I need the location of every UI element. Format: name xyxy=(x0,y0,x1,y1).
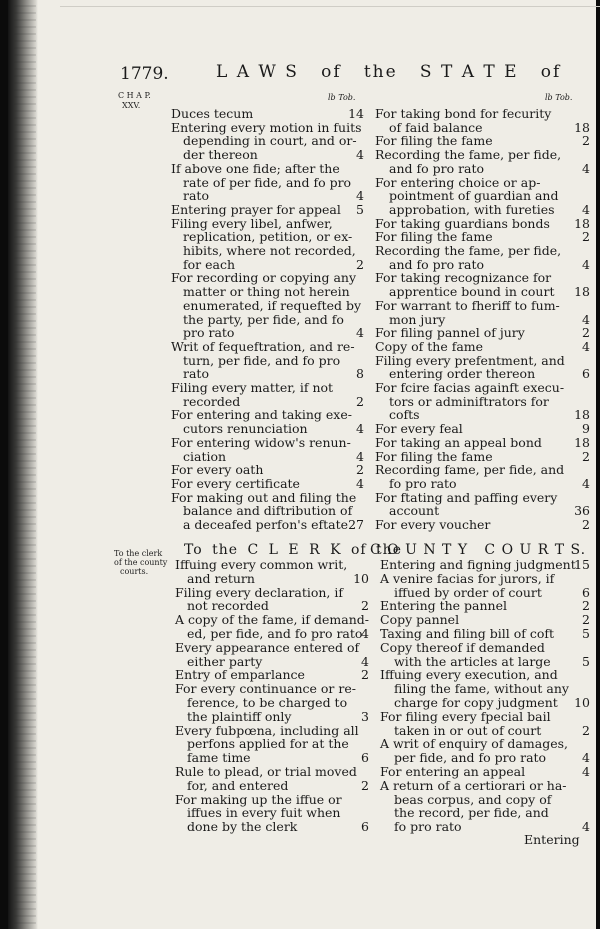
fee-amount: 2 xyxy=(582,229,590,245)
fee-entry-line: For entering an appeal xyxy=(380,764,526,779)
fee-entry-line: rate of per fide, and fo pro xyxy=(183,174,352,190)
fee-entry-line: the plaintiff only xyxy=(187,708,292,724)
fee-entry-line: with the articles at large xyxy=(394,653,551,669)
fee-amount: 4 xyxy=(361,626,369,641)
fee-entry-line: iffues in every fuit when xyxy=(187,805,341,821)
fee-amount: 4 xyxy=(582,160,590,176)
col-head-left: lb Tob. xyxy=(328,93,356,102)
fee-entry-line: rato xyxy=(183,188,209,204)
fee-entry-line: and fo pro rato xyxy=(389,256,485,272)
fee-entry-line: ed, per fide, and fo pro rato xyxy=(187,626,363,641)
fee-amount: 27 xyxy=(348,517,364,532)
fee-amount: 4 xyxy=(582,819,590,835)
fee-amount: 4 xyxy=(582,750,590,766)
fee-entry-line: depending in court, and or- xyxy=(183,133,357,149)
fee-amount: 4 xyxy=(582,201,590,217)
fee-amount: 6 xyxy=(582,366,590,382)
fee-entry-line: fame time xyxy=(187,750,251,766)
fee-entry-line: For every feal xyxy=(375,421,463,437)
fee-amount: 4 xyxy=(356,475,364,491)
fee-entry-line: Every fubpœna, including all xyxy=(175,722,359,738)
fee-entry-line: Recording the fame, per fide, xyxy=(375,147,562,163)
fee-entry-line: per fide, and fo pro rato xyxy=(394,750,547,766)
fee-entry-line: A venire facias for jurors, if xyxy=(380,570,555,586)
fee-entry-line: For taking an appeal bond xyxy=(375,434,542,450)
fee-entry-line: replication, petition, or ex- xyxy=(183,229,353,245)
fee-entry-line: For entering choice or ap- xyxy=(375,174,541,190)
chapter-number: XXV. xyxy=(122,101,141,110)
fee-entry-line: Filing every libel, anfwer, xyxy=(171,215,333,231)
fee-entry-line: the record, per fide, and xyxy=(394,805,549,821)
fee-amount: 4 xyxy=(582,256,590,272)
fee-amount: 2 xyxy=(361,777,369,793)
fee-entry-line: either party xyxy=(187,653,263,669)
fee-amount: 4 xyxy=(356,147,364,163)
fee-entry-line: For every oath xyxy=(171,462,264,478)
fee-entry-line: hibits, where not recorded, xyxy=(183,243,356,258)
fee-entry-line: Writ of fequeftration, and re- xyxy=(171,338,355,354)
fee-entry-line: Filing every prefentment, and xyxy=(375,352,565,368)
fee-entry-line: For recording or copying any xyxy=(171,270,357,286)
fee-entry-line: Filing every declaration, if xyxy=(175,584,344,600)
fee-amount: 2 xyxy=(582,722,590,738)
fee-amount: 18 xyxy=(574,434,590,450)
fee-amount: 5 xyxy=(582,653,590,669)
fee-entry-line: Copy of the fame xyxy=(375,338,484,354)
margin-note-line: of the county xyxy=(114,558,168,567)
fee-amount: 2 xyxy=(582,325,590,341)
catchword: Entering xyxy=(524,832,580,847)
fee-amount: 10 xyxy=(353,570,369,586)
fee-entry-line: A copy of the fame, if demand- xyxy=(175,612,369,628)
fee-entry-line: done by the clerk xyxy=(187,819,298,835)
fee-amount: 6 xyxy=(582,584,590,600)
fee-amount: 2 xyxy=(356,256,364,272)
fee-entry-line: For filing the fame xyxy=(375,229,493,245)
fee-entry-line: Copy pannel xyxy=(380,612,460,628)
fee-entry-line: For every continuance or re- xyxy=(175,681,356,697)
fee-entry-line: fo pro rato xyxy=(394,819,462,835)
fee-entry-line: For warrant to fheriff to fum- xyxy=(375,297,560,313)
fee-entry-line: For entering widow's renun- xyxy=(171,434,351,450)
fee-entry-line: and fo pro rato xyxy=(389,160,485,176)
book-binding xyxy=(8,0,38,929)
fee-entry-line: Copy thereof if demanded xyxy=(380,639,545,655)
fee-entry-line: enumerated, if requefted by xyxy=(183,297,362,313)
fee-amount: 4 xyxy=(582,475,590,491)
fee-entry-line: For fcire facias againft execu- xyxy=(375,380,565,395)
fee-entry-line: Entering and figning judgment xyxy=(380,557,576,572)
fee-entry-line: charge for copy judgment xyxy=(394,695,558,710)
fee-entry-line: For taking guardians bonds xyxy=(375,215,550,231)
running-head-year: 1779. xyxy=(120,64,169,84)
fee-entry-line: turn, per fide, and fo pro xyxy=(183,352,341,368)
fee-entry-line: iffued by order of court xyxy=(394,584,542,600)
fee-amount: 2 xyxy=(361,667,369,683)
fee-amount: 6 xyxy=(361,750,369,766)
fee-entry-line: tors or adminiftrators for xyxy=(389,393,549,409)
fee-amount: 2 xyxy=(582,133,590,149)
fee-amount: 2 xyxy=(356,393,364,409)
fee-entry-line: For filing the fame xyxy=(375,133,493,149)
fee-amount: 36 xyxy=(574,503,590,519)
fee-amount: 4 xyxy=(356,448,364,464)
fee-entry-line: entering order thereon xyxy=(389,366,536,382)
fee-amount: 4 xyxy=(582,338,590,354)
fee-amount: 6 xyxy=(361,819,369,835)
col-head-right: lb Tob. xyxy=(545,93,573,102)
fee-entry-line: Entering every motion in fuits xyxy=(171,119,362,135)
fee-entry-line: Rule to plead, or trial moved xyxy=(175,764,357,779)
fee-amount: 2 xyxy=(582,517,590,532)
fee-entry-line: cutors renunciation xyxy=(183,421,308,437)
section-heading-right: C O U N T Y C O U R T S. xyxy=(370,542,587,558)
fee-amount: 4 xyxy=(356,421,364,437)
fee-entry-line: and return xyxy=(187,570,255,586)
fee-entry-line: For ftating and paffing every xyxy=(375,489,558,505)
fee-entry-line: Iffuing every common writ, xyxy=(175,557,348,572)
fee-entry-line: rato xyxy=(183,366,209,382)
fee-entry-line: taken in or out of court xyxy=(394,722,542,738)
chapter-label: C H A P. xyxy=(118,91,151,100)
fee-amount: 18 xyxy=(574,407,590,423)
fee-amount: 2 xyxy=(356,462,364,478)
fee-entry-line: For taking recognizance for xyxy=(375,270,552,286)
fee-amount: 14 xyxy=(348,106,364,121)
fee-amount: 2 xyxy=(361,598,369,614)
fee-entry-line: for each xyxy=(183,256,236,272)
fee-amount: 10 xyxy=(574,695,590,710)
fee-amount: 2 xyxy=(582,598,590,614)
fee-entry-line: pro rato xyxy=(183,325,235,341)
fee-entry-line: Entry of emparlance xyxy=(175,667,305,683)
section-heading-left: To the C L E R K of the xyxy=(184,542,402,558)
fee-entry-line: a deceafed perfon's eftate xyxy=(183,517,348,532)
fee-amount: 18 xyxy=(574,284,590,300)
margin-note-line: To the clerk xyxy=(114,549,163,558)
fee-amount: 2 xyxy=(582,612,590,628)
fee-amount: 4 xyxy=(356,325,364,341)
fee-entry-line: pointment of guardian and xyxy=(389,188,559,204)
fee-entry-line: ciation xyxy=(183,448,227,464)
fee-entry-line: Iffuing every execution, and xyxy=(380,667,558,683)
fee-entry-line: filing the fame, without any xyxy=(394,681,569,697)
fee-entry-line: beas corpus, and copy of xyxy=(394,791,552,807)
fee-entry-line: For filing pannel of jury xyxy=(375,325,525,341)
fee-entry-line: fo pro rato xyxy=(389,475,457,491)
fee-entry-line: Recording the fame, per fide, xyxy=(375,243,562,258)
fee-amount: 4 xyxy=(582,311,590,327)
fee-entry-line: Filing every matter, if not xyxy=(171,380,334,395)
fee-entry-line: for, and entered xyxy=(187,777,289,793)
fee-amount: 5 xyxy=(356,201,364,217)
fee-entry-line: If above one fide; after the xyxy=(171,160,340,176)
fee-entry-line: For making out and filing the xyxy=(171,489,357,505)
fee-amount: 3 xyxy=(361,708,369,724)
fee-entry-line: not recorded xyxy=(187,598,269,614)
fee-amount: 8 xyxy=(356,366,364,382)
fee-entry-line: balance and diftribution of xyxy=(183,503,353,519)
fee-entry-line: Recording fame, per fide, and xyxy=(375,462,565,478)
fee-amount: 9 xyxy=(582,421,590,437)
book-page xyxy=(8,0,596,929)
fee-entry-line: For every certificate xyxy=(171,475,300,491)
fee-entry-line: Every appearance entered of xyxy=(175,639,360,655)
fee-entry-line: Entering the pannel xyxy=(380,598,507,614)
top-edge xyxy=(60,6,600,7)
fee-amount: 4 xyxy=(582,764,590,779)
fee-amount: 18 xyxy=(574,215,590,231)
fee-amount: 4 xyxy=(361,653,369,669)
running-head-title: L A W S of the S T A T E of xyxy=(216,62,562,82)
fee-amount: 4 xyxy=(356,188,364,204)
fee-entry-line: Taxing and filing bill of coft xyxy=(380,626,554,641)
fee-entry-line: approbation, with fureties xyxy=(389,201,555,217)
fee-entry-line: apprentice bound in court xyxy=(389,284,555,300)
fee-entry-line: For filing the fame xyxy=(375,448,493,464)
fee-entry-line: mon jury xyxy=(389,311,446,327)
fee-amount: 5 xyxy=(582,626,590,641)
fee-entry-line: For filing every fpecial bail xyxy=(380,708,551,724)
fee-entry-line: Duces tecum xyxy=(171,106,254,121)
fee-entry-line: For taking bond for fecurity xyxy=(375,106,552,121)
fee-entry-line: For every voucher xyxy=(375,517,491,532)
fee-entry-line: matter or thing not herein xyxy=(183,284,350,300)
fee-entry-line: account xyxy=(389,503,440,519)
fee-entry-line: A return of a certiorari or ha- xyxy=(380,777,567,793)
fee-entry-line: perfons applied for at the xyxy=(187,736,349,752)
fee-entry-line: of faid balance xyxy=(389,119,483,135)
fee-entry-line: recorded xyxy=(183,393,241,409)
fee-entry-line: der thereon xyxy=(183,147,258,163)
fee-entry-line: A writ of enquiry of damages, xyxy=(380,736,568,752)
fee-entry-line: For making up the iffue or xyxy=(175,791,342,807)
margin-note-line: courts. xyxy=(120,567,149,576)
fee-entry-line: Entering prayer for appeal xyxy=(171,201,341,217)
fee-amount: 2 xyxy=(582,448,590,464)
fee-entry-line: ference, to be charged to xyxy=(187,695,348,710)
fee-entry-line: the party, per fide, and fo xyxy=(183,311,344,327)
fee-amount: 15 xyxy=(574,557,590,572)
fee-amount: 18 xyxy=(574,119,590,135)
fee-entry-line: cofts xyxy=(389,407,420,423)
fee-entry-line: For entering and taking exe- xyxy=(171,407,352,423)
